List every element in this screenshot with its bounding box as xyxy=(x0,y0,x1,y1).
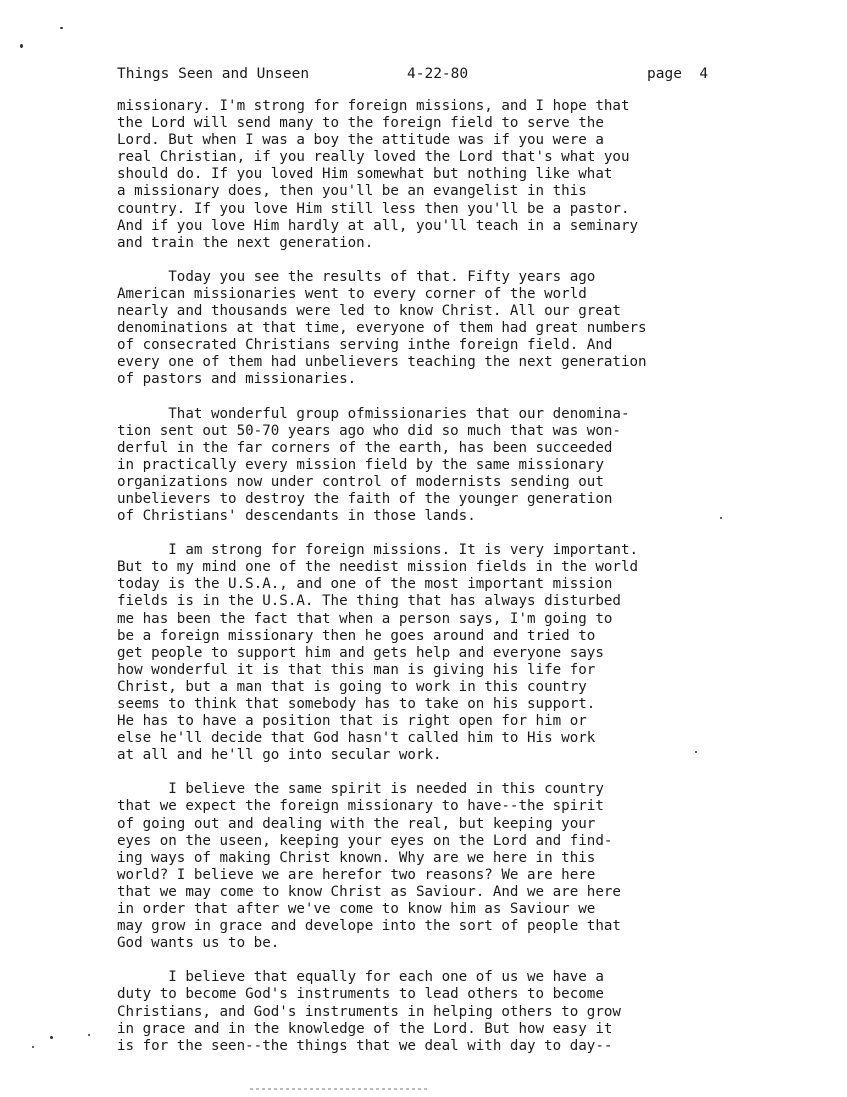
text-line: duty to become God's instruments to lead others to become xyxy=(117,986,604,1003)
text-line: get people to support him and gets help and everyone says xyxy=(117,644,604,661)
text-line: God wants us to be. xyxy=(117,935,280,952)
text-line: country. If you love Him still less then you'll be a pastor. xyxy=(117,200,630,217)
text-line: missionary. I'm strong for foreign missions, and I hope that xyxy=(117,98,630,114)
text-line: That wonderful group ofmissionaries that our denomina- xyxy=(117,405,630,422)
text-line: a missionary does, then you'll be an evangelist in this xyxy=(117,183,587,200)
text-line: Today you see the results of that. Fifty years ago xyxy=(117,268,596,285)
text-line: else he'll decide that God hasn't called him to His work xyxy=(117,730,596,747)
paragraph xyxy=(117,98,767,252)
text-line: But to my mind one of the needist mission fields in the world xyxy=(117,559,639,576)
scan-speck xyxy=(20,44,23,48)
text-line: nearly and thousands were led to know Christ. All our great xyxy=(117,303,621,320)
document-date: 4-22-80 xyxy=(407,66,469,82)
text-line: at all and he'll go into secular work. xyxy=(117,747,442,764)
text-line: may grow in grace and develope into the sort of people that xyxy=(117,918,621,935)
text-line: seems to think that somebody has to take on his support. xyxy=(117,696,596,712)
text-line: And if you love Him hardly at all, you'll teach in a seminary xyxy=(117,217,639,234)
paragraph xyxy=(117,269,767,389)
page-number: page 4 xyxy=(647,66,709,82)
text-line: is for the seen--the things that we deal with day to day-- xyxy=(117,1037,613,1054)
text-line: fields is in the U.S.A. The thing that has always disturbed xyxy=(117,593,621,610)
text-line: American missionaries went to every corner of the world xyxy=(117,285,587,302)
text-line: Christ, but a man that is going to work in this country xyxy=(117,678,587,695)
document-title: Things Seen and Unseen xyxy=(117,66,310,82)
text-line: in grace and in the knowledge of the Lord. But how easy it xyxy=(117,1020,613,1037)
text-line: today is the U.S.A., and one of the most important mission xyxy=(117,576,613,593)
text-line: He has to have a position that is right open for him or xyxy=(117,713,587,730)
text-line: I believe the same spirit is needed in this country xyxy=(117,781,604,798)
text-line: in practically every mission field by the same missionary xyxy=(117,456,604,473)
text-line: derful in the far corners of the earth, has been succeeded xyxy=(117,439,613,456)
scan-speck xyxy=(88,1034,90,1036)
text-line: organizations now under control of modernists sending out xyxy=(117,473,604,490)
text-line: should do. If you loved Him somewhat but nothing like what xyxy=(117,166,613,183)
text-line: how wonderful it is that this man is giving his life for xyxy=(117,661,596,678)
text-line: I am strong for foreign missions. It is very important. xyxy=(117,542,639,559)
text-line: ing ways of making Christ known. Why are we here in this xyxy=(117,849,596,866)
text-line: the Lord will send many to the foreign field to serve the xyxy=(117,115,604,132)
text-line: every one of them had unbelievers teaching the next generation xyxy=(117,354,647,371)
text-line: I believe that equally for each one of us we have a xyxy=(117,969,604,986)
text-line: Lord. But when I was a boy the attitude was if you were a xyxy=(117,132,604,149)
text-line: of pastors and missionaries. xyxy=(117,371,357,388)
paragraph xyxy=(117,542,767,764)
scan-speck xyxy=(50,1036,53,1039)
scan-speck xyxy=(720,517,722,519)
scan-speck xyxy=(60,27,63,29)
paragraph xyxy=(117,406,767,526)
page-header xyxy=(117,64,737,84)
document-body xyxy=(117,98,767,1072)
text-line: denominations at that time, everyone of them had great numbers xyxy=(117,320,647,337)
text-line: that we expect the foreign missionary to have--the spirit xyxy=(117,798,604,815)
paragraph xyxy=(117,781,767,952)
text-line: world? I believe we are herefor two reasons? We are here xyxy=(117,866,596,883)
text-line: of going out and dealing with the real, but keeping your xyxy=(117,815,596,832)
text-line: that we may come to know Christ as Saviour. And we are here xyxy=(117,883,621,900)
text-line: me has been the fact that when a person says, I'm going to xyxy=(117,610,613,627)
paragraph xyxy=(117,969,767,1054)
text-line: real Christian, if you really loved the Lord that's what you xyxy=(117,149,630,166)
text-line: and train the next generation. xyxy=(117,234,374,251)
text-line: eyes on the useen, keeping your eyes on the Lord and find- xyxy=(117,832,613,849)
text-line: of Christians' descendants in those lands. xyxy=(117,508,476,525)
text-line: tion sent out 50-70 years ago who did so much that was won- xyxy=(117,422,621,439)
text-line: be a foreign missionary then he goes around and tried to xyxy=(117,627,596,644)
text-line: of consecrated Christians serving inthe foreign field. And xyxy=(117,337,613,354)
text-line: Christians, and God's instruments in helping others to grow xyxy=(117,1003,621,1020)
scan-edge-mark xyxy=(250,1088,430,1090)
text-line: unbelievers to destroy the faith of the younger generation xyxy=(117,490,613,507)
text-line: in order that after we've come to know him as Saviour we xyxy=(117,901,596,918)
scan-speck xyxy=(695,751,697,753)
scan-speck xyxy=(32,1046,34,1048)
